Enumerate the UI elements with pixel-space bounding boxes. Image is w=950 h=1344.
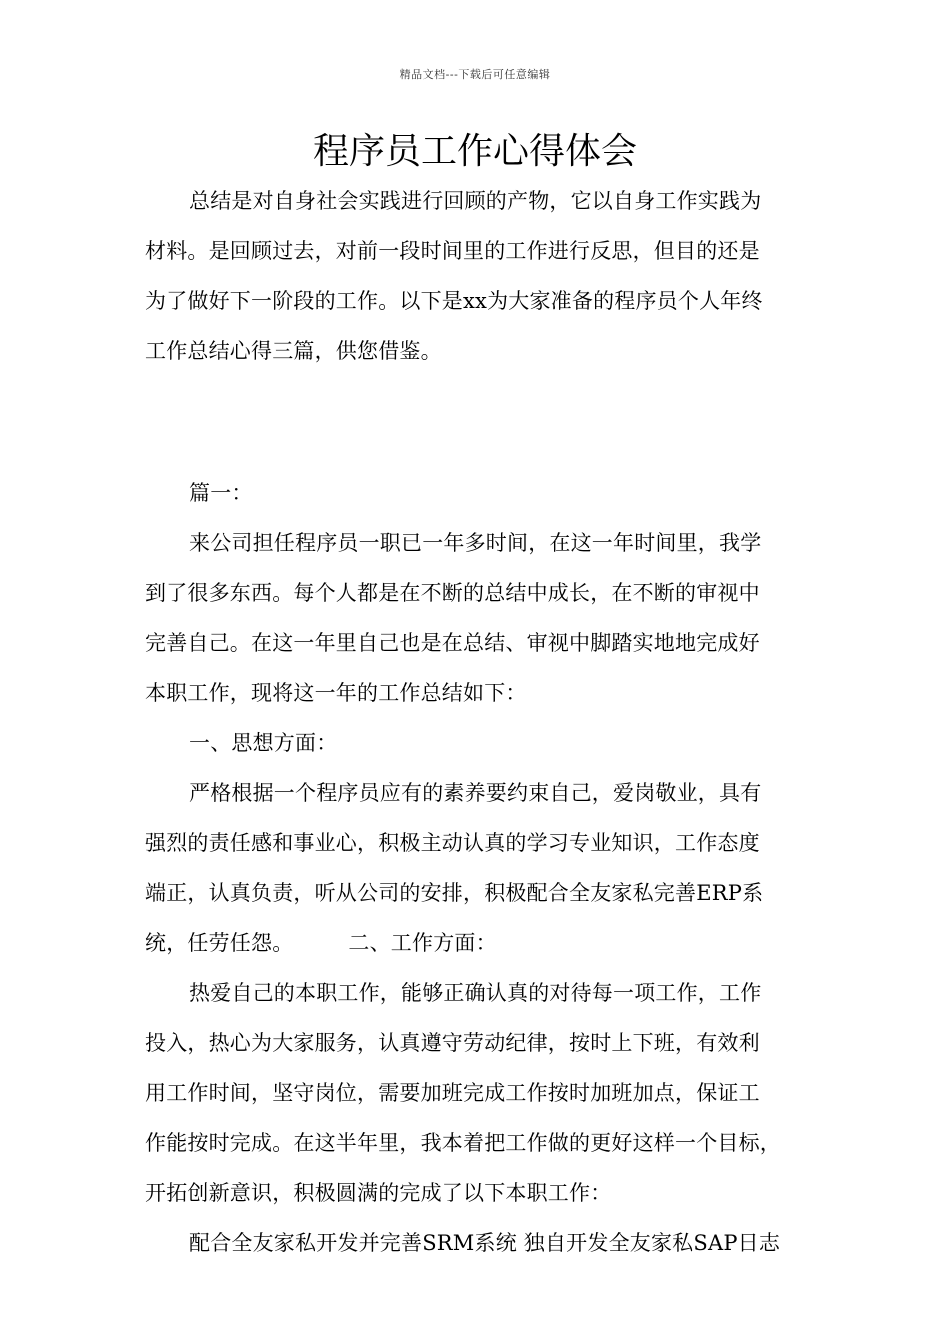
paragraph-line: 总结是对自身社会实践进行回顾的产物，它以自身工作实践为 [189, 189, 762, 213]
document-title: 程序员工作心得体会 [312, 131, 637, 172]
section-heading: 篇一： [189, 481, 253, 505]
paragraph-line: 材料。是回顾过去，对前一段时间里的工作进行反思，但目的还是 [145, 239, 760, 263]
blank-line [145, 426, 825, 468]
paragraph-line: 作能按时完成。在这半年里，我本着把工作做的更好这样一个目标， [145, 1131, 781, 1155]
paragraph-line: 统，任劳任怨。 二、工作方面： [145, 931, 497, 955]
paragraph-line: 本职工作，现将这一年的工作总结如下： [145, 681, 527, 705]
document-body [145, 176, 825, 1268]
paragraph-line: 来公司担任程序员一职已一年多时间，在这一年时间里，我学 [189, 531, 762, 555]
paragraph-line: 开拓创新意识，积极圆满的完成了以下本职工作： [145, 1181, 612, 1205]
paragraph-line: 投入，热心为大家服务，认真遵守劳动纪律，按时上下班，有效利 [145, 1031, 760, 1055]
paragraph-line: 完善自己。在这一年里自己也是在总结、审视中脚踏实地地完成好 [145, 631, 760, 655]
paragraph-line: 强烈的责任感和事业心，积极主动认真的学习专业知识，工作态度 [145, 831, 760, 855]
paragraph-line: 到了很多东西。每个人都是在不断的总结中成长，在不断的审视中 [145, 581, 760, 605]
paragraph-line: 热爱自己的本职工作，能够正确认真的对待每一项工作，工作 [189, 981, 762, 1005]
paragraph-line: 用工作时间，坚守岗位，需要加班完成工作按时加班加点，保证工 [145, 1081, 760, 1105]
paragraph-line: 配合全友家私开发并完善SRM系统 独自开发全友家私SAP日志 [189, 1231, 781, 1255]
header-note: 精品文档---下载后可任意编辑 [399, 68, 551, 81]
paragraph-line: 严格根据一个程序员应有的素养要约束自己，爱岗敬业，具有 [189, 781, 762, 805]
paragraph-line: 端正，认真负责，听从公司的安排，积极配合全友家私完善ERP系 [145, 881, 764, 905]
paragraph-line: 工作总结心得三篇，供您借鉴。 [145, 339, 442, 363]
blank-line [145, 376, 825, 426]
paragraph-line: 为了做好下一阶段的工作。以下是xx为大家准备的程序员个人年终 [145, 289, 763, 313]
section-heading: 一、思想方面： [189, 731, 338, 755]
